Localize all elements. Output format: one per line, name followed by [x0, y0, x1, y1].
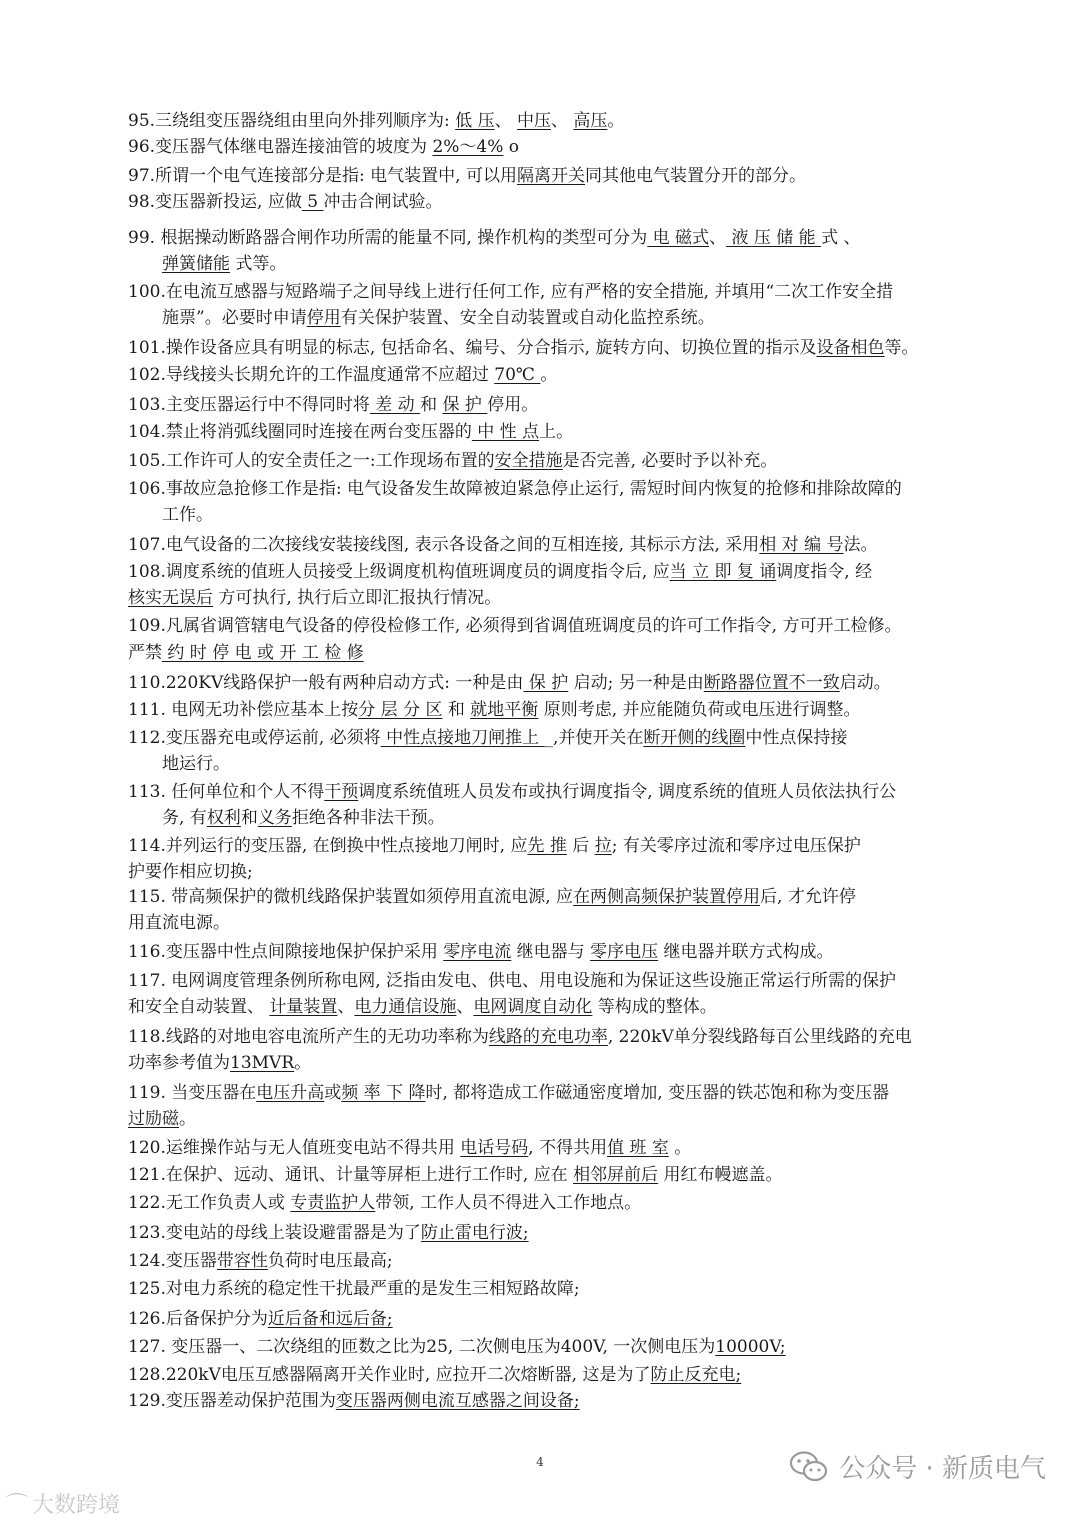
question-text: 121.在保护、远动、通讯、计量等屏柜上进行工作时, 应在 — [128, 1165, 574, 1185]
watermark-left — [6, 1488, 120, 1519]
question-line-q116 — [128, 939, 1008, 966]
question-line-q99b — [128, 251, 1008, 278]
question-text: 法。 — [843, 535, 878, 555]
question-line-q126 — [128, 1306, 1008, 1333]
question-line-q106a — [128, 476, 1008, 503]
question-text: 、 — [337, 997, 355, 1017]
watermark-right — [789, 1448, 1046, 1485]
question-text: 、 — [494, 111, 517, 131]
question-text: 。 — [607, 111, 625, 131]
question-text: 127. 变压器一、二次绕组的匝数之比为25, 二次侧电压为400V, 一次侧电压为 — [128, 1337, 716, 1357]
answer-blank: 电 磁式 — [647, 228, 710, 248]
answer-blank: 零序电流 — [443, 942, 512, 962]
question-text: 、 — [709, 228, 727, 248]
question-line-q115a — [128, 884, 1008, 911]
question-text: 同其他电气装置分开的部分。 — [584, 166, 806, 186]
question-text: 继电器并联方式构成。 — [658, 942, 834, 962]
question-line-q103 — [128, 392, 1008, 419]
link-icon: ⌒ — [6, 1493, 29, 1518]
answer-blank: 电网调度自动化 — [473, 997, 593, 1017]
question-line-q112a — [128, 725, 1008, 752]
question-line-q100b — [128, 305, 1008, 332]
question-text: 继电器与 — [511, 942, 591, 962]
question-line-q122 — [128, 1190, 1008, 1217]
answer-blank: 计量装置 — [269, 997, 338, 1017]
question-text: 是否完善, 必要时予以补充。 — [562, 451, 778, 471]
answer-blank: 近后备和远后备; — [267, 1309, 393, 1329]
question-text: 。 — [294, 1053, 312, 1073]
answer-blank: 过励磁 — [128, 1109, 179, 1129]
question-line-q120 — [128, 1135, 1008, 1162]
answer-blank: 带容性 — [216, 1251, 268, 1271]
question-text: 、 — [456, 997, 474, 1017]
question-line-q124 — [128, 1248, 1008, 1275]
question-text: 带领, 工作人员不得进入工作地点。 — [375, 1193, 642, 1213]
answer-blank: 分 层 分 区 — [358, 700, 443, 720]
answer-blank: 相邻屏前后 — [573, 1165, 659, 1185]
question-text: _,并使开关在 — [544, 728, 644, 748]
question-line-q119a — [128, 1080, 1008, 1107]
answer-blank: 电压升高 — [256, 1083, 325, 1103]
question-text: 112.变压器充电或停运前, 必须将 — [128, 728, 381, 748]
answer-blank: 相 对 编 号 — [759, 535, 844, 555]
question-text: 124.变压器 — [128, 1251, 217, 1271]
question-line-q118b — [128, 1050, 1008, 1077]
question-line-q104 — [128, 419, 1008, 446]
question-text: 110.220KV线路保护一般有两种启动方式: 一种是由 — [128, 673, 524, 693]
answer-blank: 5 — [301, 192, 324, 212]
answer-blank: 隔离开关 — [516, 166, 585, 186]
question-line-q129 — [128, 1388, 1008, 1415]
question-line-q108a — [128, 559, 1008, 586]
answer-blank: 当 立 即 复 诵 — [669, 562, 777, 582]
question-text: 100.在电流互感器与短路端子之间导线上进行任何工作, 应有严格的安全措施, 并填用“二次工作安全措 — [128, 282, 894, 302]
question-line-q113a — [128, 779, 1008, 806]
question-text: 117. 电网调度管理条例所称电网, 泛指由发电、供电、用电设施和为保证这些设施正常运行所需的保护 — [128, 971, 897, 991]
question-text: 后 — [566, 836, 595, 856]
question-line-q115b — [128, 910, 1008, 937]
question-text: 启动。 — [839, 673, 891, 693]
question-text: 地运行。 — [162, 754, 230, 774]
answer-blank: 电力通信设施 — [354, 997, 457, 1017]
question-text: 负荷时电压最高; — [267, 1251, 393, 1271]
answer-blank: 中 性 点 — [471, 422, 540, 442]
answer-blank: 变压器两侧电流互感器之间设备; — [335, 1391, 580, 1411]
question-text: 。 — [668, 1138, 692, 1158]
question-text: 。 — [179, 1109, 196, 1129]
question-text: 停用。 — [487, 395, 539, 415]
question-line-q117a — [128, 968, 1008, 995]
answer-blank: 中压 — [516, 111, 551, 131]
question-text: 108.调度系统的值班人员接受上级调度机构值班调度员的调度指令后, 应 — [128, 562, 670, 582]
question-text: 96.变压器气体继电器连接油管的坡度为 — [128, 137, 433, 157]
question-text: 120.运维操作站与无人值班变电站不得共用 — [128, 1138, 461, 1158]
question-text: 128.220kV电压互感器隔离开关作业时, 应拉开二次熔断器, 这是为了 — [128, 1365, 651, 1385]
question-line-q99a — [128, 225, 1008, 252]
question-text: 。 — [540, 365, 558, 385]
question-line-q113b — [128, 805, 1008, 832]
question-text: 125.对电力系统的稳定性干扰最严重的是发生三相短路故障; — [128, 1279, 580, 1299]
answer-blank: 义务 — [257, 808, 292, 828]
question-text: 107.电气设备的二次接线安装接线图, 表示各设备之间的互相连接, 其标示方法, 采用 — [128, 535, 760, 555]
answer-blank: 保 护 — [523, 673, 569, 693]
question-text: 严禁 — [128, 643, 162, 663]
answer-blank: 防止反充电; — [650, 1365, 742, 1385]
answer-blank: 防止雷电行波; — [420, 1223, 529, 1243]
question-line-q121 — [128, 1162, 1008, 1189]
question-line-q109b — [128, 640, 1008, 667]
question-text: 护要作相应切换; — [128, 862, 253, 882]
question-text: 99. 根据操动断路器合闸作功所需的能量不同, 操作机构的类型可分为 — [128, 228, 648, 248]
question-text: 、 — [550, 111, 574, 131]
question-text: 126.后备保护分为 — [128, 1309, 268, 1329]
question-text: 104.禁止将消弧线圈同时连接在两台变压器的 — [128, 422, 472, 442]
question-line-q107 — [128, 532, 1008, 559]
question-line-q111 — [128, 697, 1008, 724]
question-text: 115. 带高频保护的微机线路保护装置如须停用直流电源, 应 — [128, 887, 574, 907]
wechat-icon — [789, 1450, 829, 1484]
question-text: 98.变压器新投运, 应做 — [128, 192, 302, 212]
question-line-q101 — [128, 335, 1008, 362]
question-line-q97 — [128, 163, 1008, 190]
question-line-q114b — [128, 859, 1008, 886]
answer-blank: 高压 — [573, 111, 608, 131]
question-text: 和 — [240, 808, 258, 828]
question-text: 116.变压器中性点间隙接地保护保护采用 — [128, 942, 444, 962]
question-text: 式等。 — [230, 254, 287, 274]
question-text: 务, 有 — [162, 808, 207, 828]
question-line-q106b — [128, 502, 1008, 529]
answer-blank: 线路的充电功率 — [488, 1027, 608, 1047]
question-line-q95 — [128, 108, 1008, 135]
question-text: 和安全自动装置、 — [128, 997, 270, 1017]
question-text: 调度指令, 经 — [776, 562, 873, 582]
question-line-q127 — [128, 1334, 1008, 1361]
question-text: 上。 — [539, 422, 574, 442]
question-line-q105 — [128, 448, 1008, 475]
question-line-q110 — [128, 670, 1008, 697]
question-text: 101.操作设备应具有明显的标志, 包括命名、编号、分合指示, 旋转方向、切换位置的指示及 — [128, 338, 817, 358]
question-text: 施票”。必要时申请 — [162, 308, 307, 328]
question-line-q114a — [128, 833, 1008, 860]
answer-blank: 电话号码 — [460, 1138, 529, 1158]
answer-blank: 70℃ — [494, 365, 541, 385]
question-text: 启动; 另一种是由 — [568, 673, 704, 693]
answer-blank: 干预 — [324, 782, 359, 802]
question-text: 或 — [324, 1083, 342, 1103]
answer-blank: 拉 — [594, 836, 612, 856]
page-number: 4 — [536, 1455, 544, 1469]
answer-blank: 权利 — [206, 808, 241, 828]
question-text: o — [503, 137, 520, 157]
answer-blank: 停用 — [306, 308, 341, 328]
question-text: 97.所谓一个电气连接部分是指: 电气装置中, 可以用 — [128, 166, 517, 186]
question-text: 原则考虑, 并应能随负荷或电压进行调整。 — [538, 700, 861, 720]
question-text: 114.并列运行的变压器, 在倒换中性点接地刀闸时, 应 — [128, 836, 528, 856]
answer-blank: 安全措施 — [494, 451, 563, 471]
answer-blank: 差 动 — [369, 395, 421, 415]
answer-blank: 断开侧的线圈 — [643, 728, 746, 748]
question-text: 106.事故应急抢修工作是指: 电气设备发生故障被迫紧急停止运行, 需短时间内恢复的抢修和排除故障的 — [128, 479, 902, 499]
question-text: ; 有关零序过流和零序过电压保护 — [611, 836, 861, 856]
question-text: 调度系统值班人员发布或执行调度指令, 调度系统的值班人员依法执行公 — [358, 782, 897, 802]
question-line-q100a — [128, 279, 1008, 306]
question-line-q118a — [128, 1024, 1008, 1051]
question-text: 111. 电网无功补偿应基本上按 — [128, 700, 359, 720]
question-line-q119b — [128, 1106, 1008, 1133]
answer-blank: 设备相色 — [816, 338, 885, 358]
answer-blank: 保 护 — [442, 395, 488, 415]
answer-blank: 频 率 下 降 — [341, 1083, 426, 1103]
answer-blank: 10000V; — [715, 1337, 786, 1357]
question-text: 103.主变压器运行中不得同时将 — [128, 395, 370, 415]
answer-blank: 专责监护人 — [290, 1193, 376, 1213]
answer-blank: 核实无误后 — [128, 588, 213, 608]
question-text: 等构成的整体。 — [592, 997, 717, 1017]
question-text: 和 — [442, 700, 471, 720]
question-line-q128 — [128, 1362, 1008, 1389]
answer-blank: 13MVR — [230, 1053, 295, 1073]
answer-blank: 先 推 — [527, 836, 567, 856]
question-text: 拒绝各种非法干预。 — [291, 808, 445, 828]
answer-blank: 零序电压 — [590, 942, 659, 962]
answer-blank: 低 压 — [455, 111, 495, 131]
question-text: 129.变压器差动保护范围为 — [128, 1391, 336, 1411]
question-line-q96 — [128, 134, 1008, 161]
question-text: 95.三绕组变压器绕组由里向外排列顺序为: — [128, 111, 456, 131]
question-text: 方可执行, 执行后立即汇报执行情况。 — [213, 588, 502, 608]
answer-blank: 2%～4% — [432, 137, 504, 157]
question-text: 123.变电站的母线上装设避雷器是为了 — [128, 1223, 421, 1243]
answer-blank: 断路器位置不一致 — [703, 673, 840, 693]
watermark-right-text: 公众号 · 新质电气 — [839, 1454, 1046, 1484]
question-text: 109.凡属省调管辖电气设备的停役检修工作, 必须得到省调值班调度员的许可工作指令, 方可开工检修。 — [128, 616, 902, 636]
answer-blank: 液 压 储 能 — [726, 228, 822, 248]
question-text: 122.无工作负责人或 — [128, 1193, 291, 1213]
answer-blank: 就地平衡 — [470, 700, 539, 720]
question-text: 105.工作许可人的安全责任之一:工作现场布置的 — [128, 451, 495, 471]
question-text: 后, 才允许停 — [760, 887, 856, 907]
question-text: 113. 任何单位和个人不得 — [128, 782, 325, 802]
question-text: 和 — [420, 395, 443, 415]
question-text: 式 、 — [821, 228, 861, 248]
question-line-q125 — [128, 1276, 1008, 1303]
question-text: 中性点保持接 — [745, 728, 848, 748]
question-text: 用直流电源。 — [128, 913, 230, 933]
question-text: 119. 当变压器在 — [128, 1083, 257, 1103]
question-text: 功率参考值为 — [128, 1053, 230, 1073]
answer-blank: 中性点接地刀闸推上 — [380, 728, 545, 748]
answer-blank: 值 班 室 — [607, 1138, 669, 1158]
question-line-q123 — [128, 1220, 1008, 1247]
watermark-left-text: 大数跨境 — [32, 1493, 121, 1518]
question-text: , 220kV单分裂线路每百公里线路的充电 — [607, 1027, 912, 1047]
answer-blank: 约 时 停 电 或 开 工 检 修 — [162, 643, 364, 663]
question-line-q112b — [128, 751, 1008, 778]
question-line-q108b — [128, 585, 1008, 612]
question-text: , 不得共用 — [528, 1138, 608, 1158]
question-text: 102.导线接头长期允许的工作温度通常不应超过 — [128, 365, 495, 385]
question-text: 118.线路的对地电容电流所产生的无功功率称为 — [128, 1027, 489, 1047]
question-text: 工作。 — [162, 505, 213, 525]
answer-blank: 在两侧高频保护装置停用 — [573, 887, 761, 907]
question-line-q109a — [128, 613, 1008, 640]
question-line-q102 — [128, 362, 1008, 389]
question-text: 冲击合闸试验。 — [323, 192, 443, 212]
question-line-q98 — [128, 189, 1008, 216]
question-text: 时, 都将造成工作磁通密度增加, 变压器的铁芯饱和称为变压器 — [425, 1083, 890, 1103]
question-text: 用红布幔遮盖。 — [658, 1165, 783, 1185]
question-text: 等。 — [884, 338, 919, 358]
answer-blank: 弹簧储能 — [162, 254, 230, 274]
question-line-q117b — [128, 994, 1008, 1021]
question-text: 有关保护装置、安全自动装置或自动化监控系统。 — [340, 308, 715, 328]
